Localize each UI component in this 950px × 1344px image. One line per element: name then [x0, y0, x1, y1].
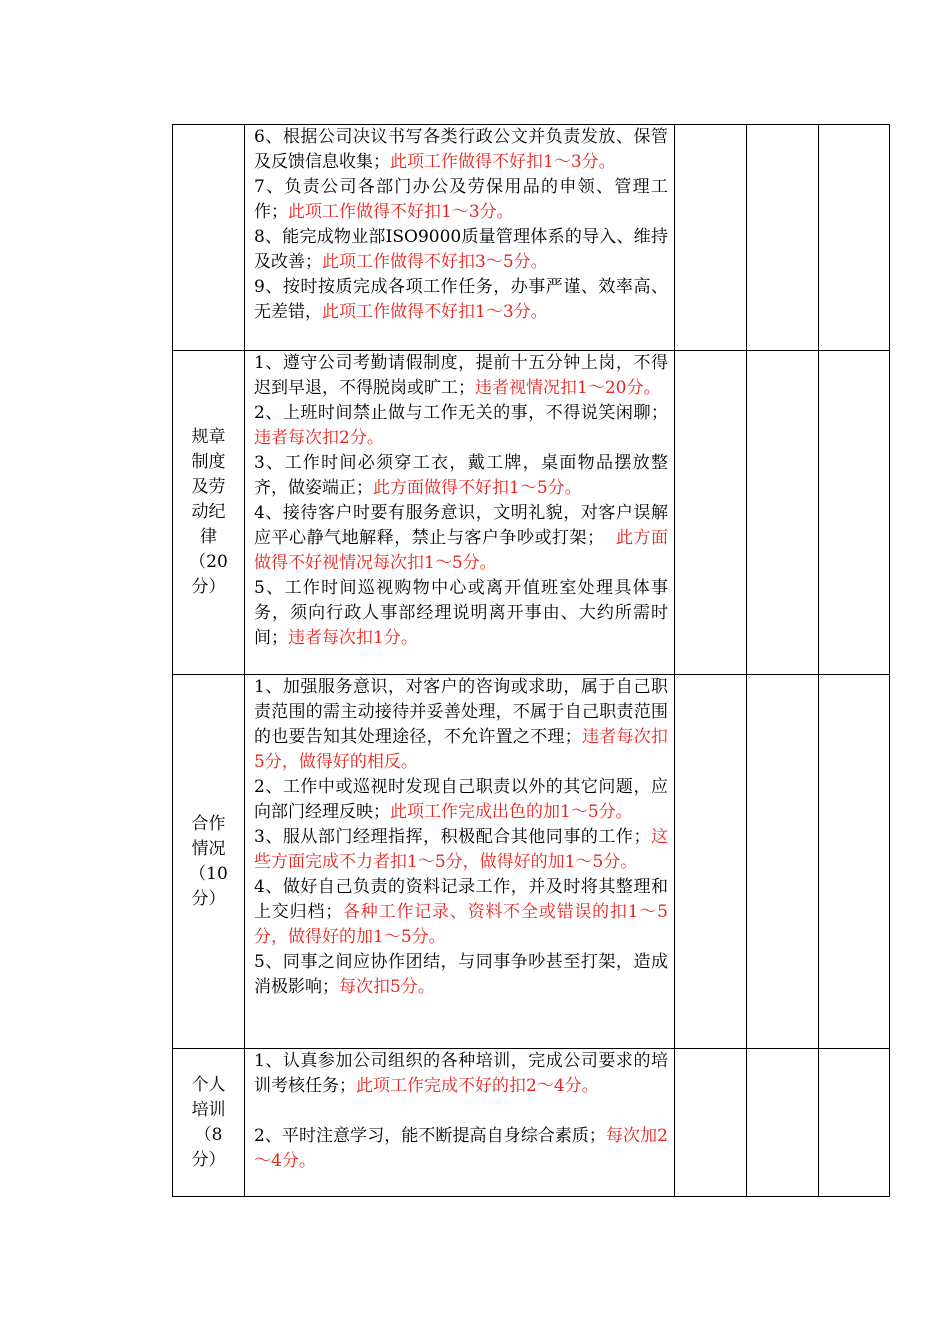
category-label-line: 培训 [191, 1099, 226, 1120]
scoring-rule: 此项工作做得不好扣1～3分。 [322, 302, 548, 322]
criterion-item [254, 950, 668, 1000]
criterion-item [254, 275, 668, 325]
criteria-cell [245, 351, 675, 675]
score-cell-3[interactable] [819, 1049, 890, 1197]
scoring-rule: 违者每次扣5分，做得好的相反。 [254, 727, 669, 772]
category-cell [173, 1049, 245, 1197]
criterion-item [254, 576, 668, 651]
criterion-text: 7、负责公司各部门办公及劳保用品的申领、管理工作； [254, 177, 668, 222]
category-label-line: （10 [189, 863, 228, 884]
score-cell-2[interactable] [747, 1049, 819, 1197]
section-row [173, 125, 890, 351]
score-cell-2[interactable] [747, 675, 819, 1049]
score-cell-1[interactable] [675, 1049, 747, 1197]
criterion-text: 3、服从部门经理指挥，积极配合其他同事的工作； [254, 827, 651, 847]
score-cell-1[interactable] [675, 351, 747, 675]
section-row [173, 675, 890, 1049]
category-label-line: 分） [191, 577, 226, 597]
score-cell-2[interactable] [747, 351, 819, 675]
category-label-line: 动纪 [191, 502, 226, 522]
criterion-text: 3、工作时间必须穿工衣，戴工牌，桌面物品摆放整齐，做姿端正； [254, 453, 668, 498]
criterion-item [254, 775, 668, 825]
criterion-item [254, 225, 668, 275]
criterion-text: 1、遵守公司考勤请假制度，提前十五分钟上岗，不得迟到早退，不得脱岗或旷工； [254, 353, 668, 398]
score-cell-1[interactable] [675, 675, 747, 1049]
criterion-item [254, 1049, 668, 1099]
score-cell-2[interactable] [747, 125, 819, 351]
section-row [173, 351, 890, 675]
score-cell-3[interactable] [819, 675, 890, 1049]
category-label-line: 制度 [191, 452, 226, 472]
category-cell [173, 675, 245, 1049]
scoring-rule: 各种工作记录、资料不全或错误的扣1～5分，做得好的加1～5分。 [254, 902, 669, 947]
category-label-line: 律 [200, 527, 217, 547]
score-cell-3[interactable] [819, 125, 890, 351]
category-cell [173, 125, 245, 351]
scoring-rule: 每次扣5分。 [339, 977, 435, 997]
criterion-text: 5、工作时间巡视购物中心或离开值班室处理具体事务，须向行政人事部经理说明离开事由、大约所需时间； [254, 578, 668, 648]
criterion-item [254, 401, 668, 451]
category-label-line: 规章 [191, 427, 226, 447]
criterion-text: 5、同事之间应协作团结，与同事争吵甚至打架，造成消极影响； [254, 952, 668, 997]
scoring-rule: 此项工作做得不好扣3～5分。 [322, 252, 548, 272]
category-label-line: （8 [194, 1124, 223, 1145]
criterion-item [254, 125, 668, 175]
assessment-table [172, 124, 890, 1197]
criterion-text: 4、接待客户时要有服务意识，文明礼貌，对客户误解应平心静气地解释，禁止与客户争吵或打架； [254, 503, 668, 548]
category-label-line: 合作 [191, 813, 226, 834]
criterion-text: 1、加强服务意识，对客户的咨询或求助，属于自己职责范围的需主动接待并妥善处理，不属于自己职责范围的也要告知其处理途径，不允许置之不理； [254, 677, 668, 747]
spacer [254, 1099, 668, 1124]
criterion-text: 2、工作中或巡视时发现自己职责以外的其它问题，应向部门经理反映； [254, 777, 668, 822]
scoring-rule: 这些方面完成不力者扣1～5分，做得好的加1～5分。 [254, 827, 668, 872]
category-label-line: 个人 [191, 1074, 226, 1095]
scoring-rule: 此方面做得不好视情况每次扣1～5分。 [254, 528, 669, 573]
scoring-rule: 违者视情况扣1～20分。 [475, 378, 661, 398]
criterion-item [254, 1124, 668, 1174]
scoring-rule: 每次加2～4分。 [254, 1126, 668, 1171]
category-label-line: 及劳 [191, 477, 226, 497]
criterion-item [254, 501, 668, 576]
criteria-cell [245, 125, 675, 351]
scoring-rule: 此项工作完成出色的加1～5分。 [390, 802, 633, 822]
scoring-rule: 违者每次扣2分。 [254, 428, 384, 448]
criterion-item [254, 451, 668, 501]
scoring-rule: 此项工作完成不好的扣2～4分。 [356, 1076, 599, 1096]
category-label-line: （20 [189, 552, 228, 572]
criterion-text: 2、平时注意学习，能不断提高自身综合素质； [254, 1126, 606, 1146]
criterion-item [254, 825, 668, 875]
criterion-text: 2、上班时间禁止做与工作无关的事，不得说笑闲聊； [254, 403, 668, 423]
criterion-text: 4、做好自己负责的资料记录工作，并及时将其整理和上交归档； [254, 877, 668, 922]
criterion-text: 1、认真参加公司组织的各种培训，完成公司要求的培训考核任务； [254, 1051, 668, 1096]
criterion-text: 8、能完成物业部ISO9000质量管理体系的导入、维持及改善； [254, 227, 668, 272]
scoring-rule: 违者每次扣1分。 [288, 628, 418, 648]
category-cell [173, 351, 245, 675]
category-label-line: 分） [191, 888, 226, 909]
score-cell-1[interactable] [675, 125, 747, 351]
criterion-text: 6、根据公司决议书写各类行政公文并负责发放、保管及反馈信息收集； [254, 127, 668, 172]
criterion-item [254, 351, 668, 401]
criterion-item [254, 875, 668, 950]
criteria-cell [245, 1049, 675, 1197]
criterion-item [254, 675, 668, 775]
scoring-rule: 此项工作做得不好扣1～3分。 [288, 202, 514, 222]
scoring-rule: 此项工作做得不好扣1～3分。 [390, 152, 616, 172]
category-label-line: 情况 [191, 838, 226, 859]
scoring-rule: 此方面做得不好扣1～5分。 [373, 478, 582, 498]
criterion-text: 9、按时按质完成各项工作任务，办事严谨、效率高、无差错， [254, 277, 668, 322]
assessment-table-body [173, 125, 890, 1197]
criterion-item [254, 175, 668, 225]
section-row [173, 1049, 890, 1197]
score-cell-3[interactable] [819, 351, 890, 675]
criteria-cell [245, 675, 675, 1049]
category-label-line: 分） [191, 1149, 226, 1170]
